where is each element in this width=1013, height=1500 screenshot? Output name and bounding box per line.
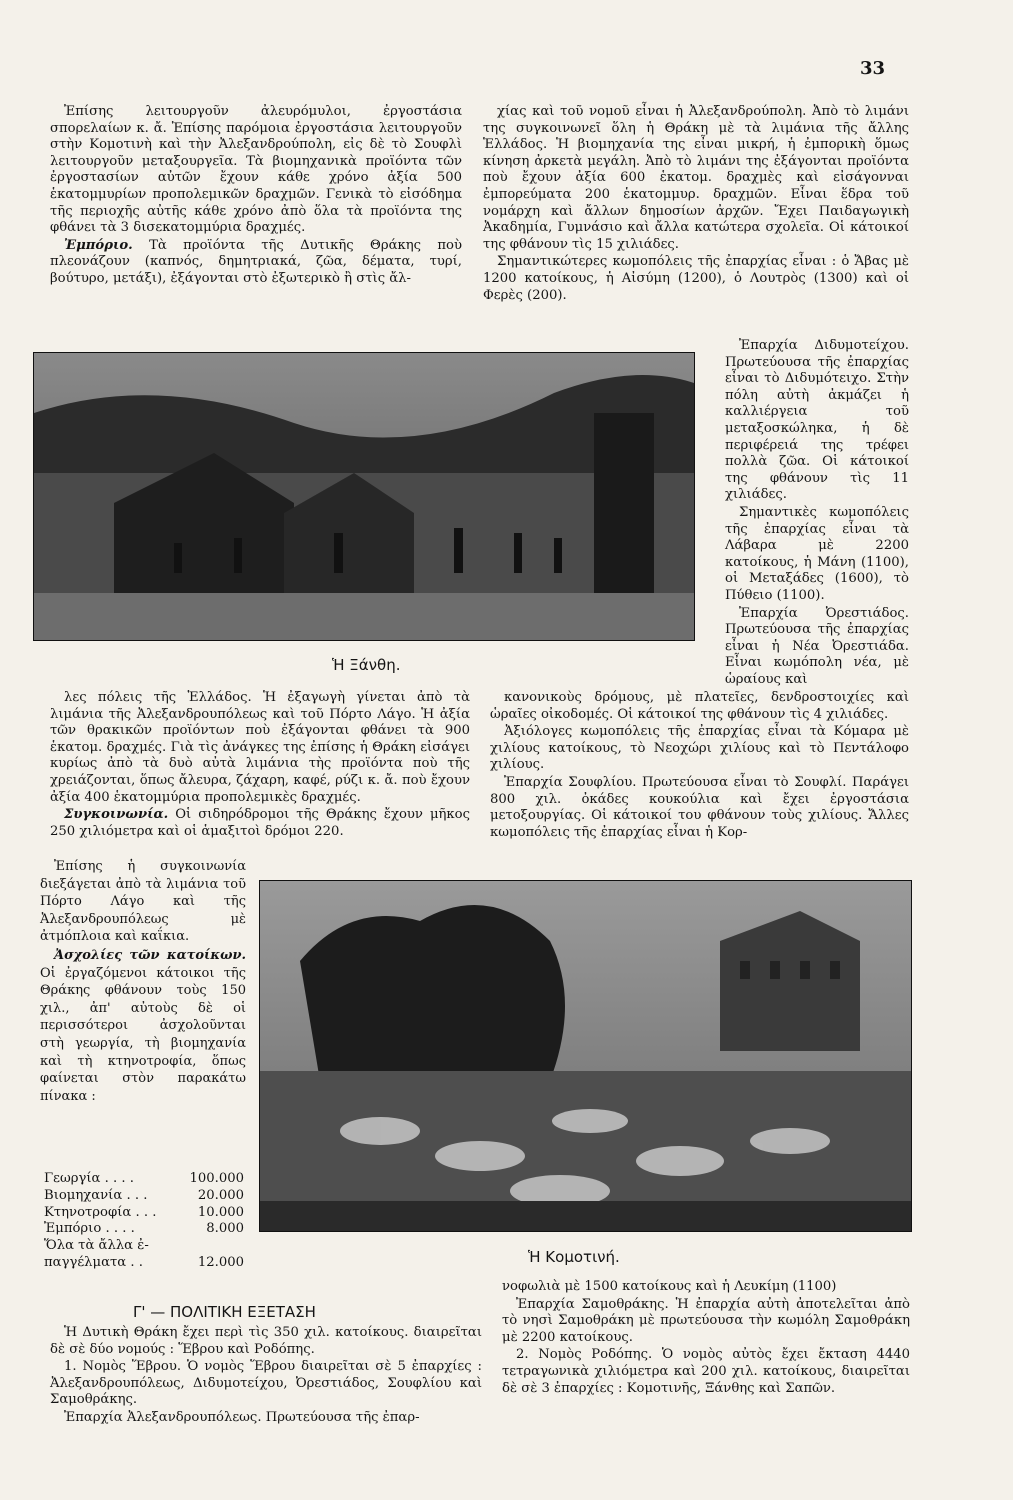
paragraph: κανονικοὺς δρόμους, μὲ πλατεῖες, δενδροστοιχίες καὶ ὡραῖες οἰκοδομές. Οἱ κάτοικοί της φθάνουν τὶς 4 χιλιάδες. [490,690,909,722]
paragraph: Ἐπίσης λειτουργοῦν ἀλευρόμυλοι, ἐργοστάσια σπορελαίων κ. ἄ. Ἐπίσης παρόμοια ἐργοστάσια λειτουργοῦν στὴν Κομοτινὴ καὶ τὴν Ἀλεξανδρούπολη, εἰς δὲ τὸ Σουφλὶ λειτουργοῦν μεταξουργεῖα. Τὰ βιομηχανικὰ προϊόντα τῶν ἐργοστασίων αὐτῶν ἔχουν κάθε χρόνο ἀξία 500 ἑκατομμυρίων προπολεμικῶν δραχμῶν. Γενικὰ τὸ εἰσόδημα τῆς περιοχῆς αὐτῆς κάθε χρόνο ἀπὸ ὅλα τὰ προϊόντα της φθάνει τὰ 3 δισεκατομμύρια δραχμές. [50,104,462,236]
table-row: Γεωργία . . . . 100.000 [44,1171,244,1186]
paragraph: Ἐπαρχία Σουφλίου. Πρωτεύουσα εἶναι τὸ Σουφλί. Παράγει 800 χιλ. ὀκάδες κουκούλια καὶ ἔχει ἐργοστάσια μετοξουργίας. Οἱ κάτοικοί του φθάνουν τοὺς χιλίους. Ἄλλες κωμοπόλεις τῆς ἐπαρχίας εἶναι ἡ Κορ- [490,774,909,840]
occupations-table [44,1171,244,1272]
paragraph: Σημαντικώτερες κωμοπόλεις τῆς ἐπαρχίας εἶναι : ὁ Ἄβας μὲ 1200 κατοίκους, ἡ Αἰσύμη (1200), ὁ Λουτρὸς (1300) καὶ οἱ Φερὲς (200). [483,254,909,303]
photo-komotini [259,880,912,1232]
column-1-top [50,104,462,289]
table-row: παγγέλματα . . 12.000 [44,1254,244,1270]
table-row: Ὅλα τὰ ἄλλα ἐ- [44,1238,149,1254]
paragraph: λες πόλεις τῆς Ἑλλάδος. Ἡ ἐξαγωγὴ γίνεται ἀπὸ τὰ λιμάνια τῆς Ἀλεξανδρουπόλεως καὶ τοῦ Πόρτο Λάγο. Ἡ ἀξία τῶν θρακικῶν προϊόντων ποὺ ἐξάγονται φθάνει τὰ 900 ἑκατομ. δραχμές. Γιὰ τὶς ἀνάγκες της ἐπίσης ἡ Θράκη εἰσάγει κυρίως ἀπὸ τὰ δυὸ αὐτὰ λιμάνια τὴς προϊόντα ποὺ τῆς χρειάζονται, ὅπως ἄλευρα, ζάχαρη, καφέ, ρύζι κ. ἄ. ποὺ ἔχουν ἀξία 400 ἑκατομμύρια προπολεμικὲς δραχμές. [50,690,470,805]
paragraph: Ἀσχολίες τῶν κατοίκων. Οἱ ἐργαζόμενοι κάτοικοι τῆς Θράκης φθάνουν τοὺς 150 χιλ., ἀπ' αὐτοὺς δὲ οἱ περισσότεροι ἀσχολοῦνται στὴ γεωργία, τὴ βιομηχανία καὶ τὴ κτηνοτροφία, ὅπως φαίνεται στὸν παρακάτω πίνακα : [40,947,246,1104]
paragraph: Ἐπαρχία Ἀλεξανδρουπόλεως. Πρωτεύουσα τῆς ἐπαρ- [64,1409,420,1425]
photo-komotini-image [260,881,911,1231]
paragraph: Ἐπαρχία Διδυμοτείχου. Πρωτεύουσα τῆς ἐπαρχίας εἶναι τὸ Διδυμότειχο. Στὴν πόλη αὐτὴ ἀκμάζει ἡ καλλιέργεια τοῦ μεταξοσκώληκα, ἡ δὲ περιφέρειά της τρέφει πολλὰ ζῶα. Οἱ κάτοικοί της φθάνουν τὶς 11 χιλιάδες. [725,338,909,503]
paragraph: νοφωλιὰ μὲ 1500 κατοίκους καὶ ἡ Λευκίμη (1100) [502,1279,837,1294]
paragraph: Ἐμπόριο. Τὰ προϊόντα τῆς Δυτικῆς Θράκης ποὺ πλεονάζουν (καπνός, δημητριακά, ζῶα, δέματα, τυρί, βούτυρο, μετάξι), ἐξάγονται στὸ ἐξωτερικὸ ἢ στὶς ἄλ- [50,237,462,286]
paragraph: χίας καὶ τοῦ νομοῦ εἶναι ἡ Ἀλεξανδρούπολη. Ἀπὸ τὸ λιμάνι της συγκοινωνεῖ ὅλη ἡ Θράκη μὲ τὰ λιμάνια τῆς ἄλλης Ἑλλάδος. Ἡ βιομηχανία της εἶναι μικρή, ἡ ἐμπορικὴ ὅμως κίνηση ἀρκετὰ μεγάλη. Ἀπὸ τὸ λιμάνι της ἐξάγονται προϊόντα ποὺ ἔχουν ἀξία 600 ἑκατομ. δραχμὲς καὶ εἰσάγονναι ἐμπορεύματα 200 ἑκατομμυρ. δραχμῶν. Εἶναι ἕδρα τοῦ νομάρχη καὶ ἄλλων δημοσίων ἀρχῶν. Ἔχει Παιδαγωγικὴ Ἀκαδημία, Γυμνάσιο καὶ ἄλλα κατώτερα σχολεῖα. Οἱ κάτοικοί της φθάνουν τὶς 15 χιλιάδες. [483,104,909,252]
column-1-narrow [40,858,246,1106]
column-2-bottom [502,1279,910,1398]
page-number: 33 [859,58,885,79]
paragraph: Ἐπαρχία Σαμοθράκης. Ἡ ἐπαρχία αὐτὴ ἀποτελεῖται ἀπὸ τὸ νησὶ Σαμοθράκη μὲ πρωτεύουσα τὴν κωμόλη Σαμοθράκη μὲ 2200 κατοίκους. [502,1296,910,1345]
table-row: Βιομηχανία . . . 20.000 [44,1187,244,1203]
paragraph: 1. Νομὸς Ἕβρου. Ὁ νομὸς Ἕβρου διαιρεῖται σὲ 5 ἐπαρχίες : Ἀλεξανδρουπόλεως, Διδυμοτείχου, Ὀρεστιάδος, Σουφλίου καὶ Σαμοθράκης. [50,1359,482,1408]
column-2-middle [490,690,909,842]
paragraph: Ἀξιόλογες κωμοπόλεις τῆς ἐπαρχίας εἶναι τὰ Κόμαρα μὲ χιλίους κατοίκους, τὸ Νεοχώρι χιλίους καὶ τὸ Πεντάλοφο χιλίους. [490,724,909,773]
section-heading: Γ' — ΠΟΛΙΤΙΚΗ ΕΞΕΤΑΣΗ [133,1303,316,1321]
paragraph: Σημαντικὲς κωμοπόλεις τῆς ἐπαρχίας εἶναι τὰ Λάβαρα μὲ 2200 κατοίκους, ἡ Μάνη (1100), οἱ Μεταξάδες (1600), τὸ Πύθειο (1100). [725,504,909,603]
photo-caption: Ἡ Κομοτινή. [528,1248,620,1266]
paragraph: Ἡ Δυτικὴ Θράκη ἔχει περὶ τὶς 350 χιλ. κατοίκους. διαιρεῖται δὲ σὲ δύο νομούς : Ἕβρου καὶ Ροδόπης. [50,1325,482,1357]
column-1-middle [50,690,470,841]
column-2-narrow [725,338,909,689]
paragraph: Ἐπαρχία Ὀρεστιάδος. Πρωτεύουσα τῆς ἐπαρχίας εἶναι ἡ Νέα Ὀρεστιάδα. Εἶναι κωμόπολη νέα, μὲ ὡραίους καὶ [725,605,909,687]
paragraph: 2. Νομὸς Ροδόπης. Ὁ νομὸς αὐτὸς ἔχει ἔκταση 4440 τετραγωνικὰ χιλιόμετρα καὶ 200 χιλ. κατοίκους, διαιρεῖται δὲ σὲ 3 ἐπαρχίες : Κομοτινῆς, Ξάνθης καὶ Σαπῶν. [502,1347,910,1396]
photo-caption: Ἡ Ξάνθη. [332,656,401,674]
section-label: Ἀσχολίες τῶν κατοίκων. [54,947,246,963]
column-2-top [483,104,909,305]
table-row: Κτηνοτροφία . . . 10.000 [44,1204,244,1220]
paragraph: Ἐπίσης ἡ συγκοινωνία διεξάγεται ἀπὸ τὰ λιμάνια τοῦ Πόρτο Λάγο καὶ τῆς Ἀλεξανδρουπόλεως μὲ ἀτμόπλοια καὶ καΐκια. [40,859,246,945]
photo-xanthi-image [34,353,694,640]
paragraph: Συγκοινωνία. Οἱ σιδηρόδρομοι τῆς Θράκης ἔχουν μῆκος 250 χιλιόμετρα καὶ οἱ ἁμαξιτοὶ δρόμοι 220. [50,807,470,839]
table-row: Ἐμπόριο . . . . 8.000 [44,1221,244,1237]
photo-xanthi [33,352,695,641]
section-label: Συγκοινωνία. [64,807,169,823]
column-1-bottom [50,1325,482,1428]
section-label: Ἐμπόριο. [64,237,133,253]
